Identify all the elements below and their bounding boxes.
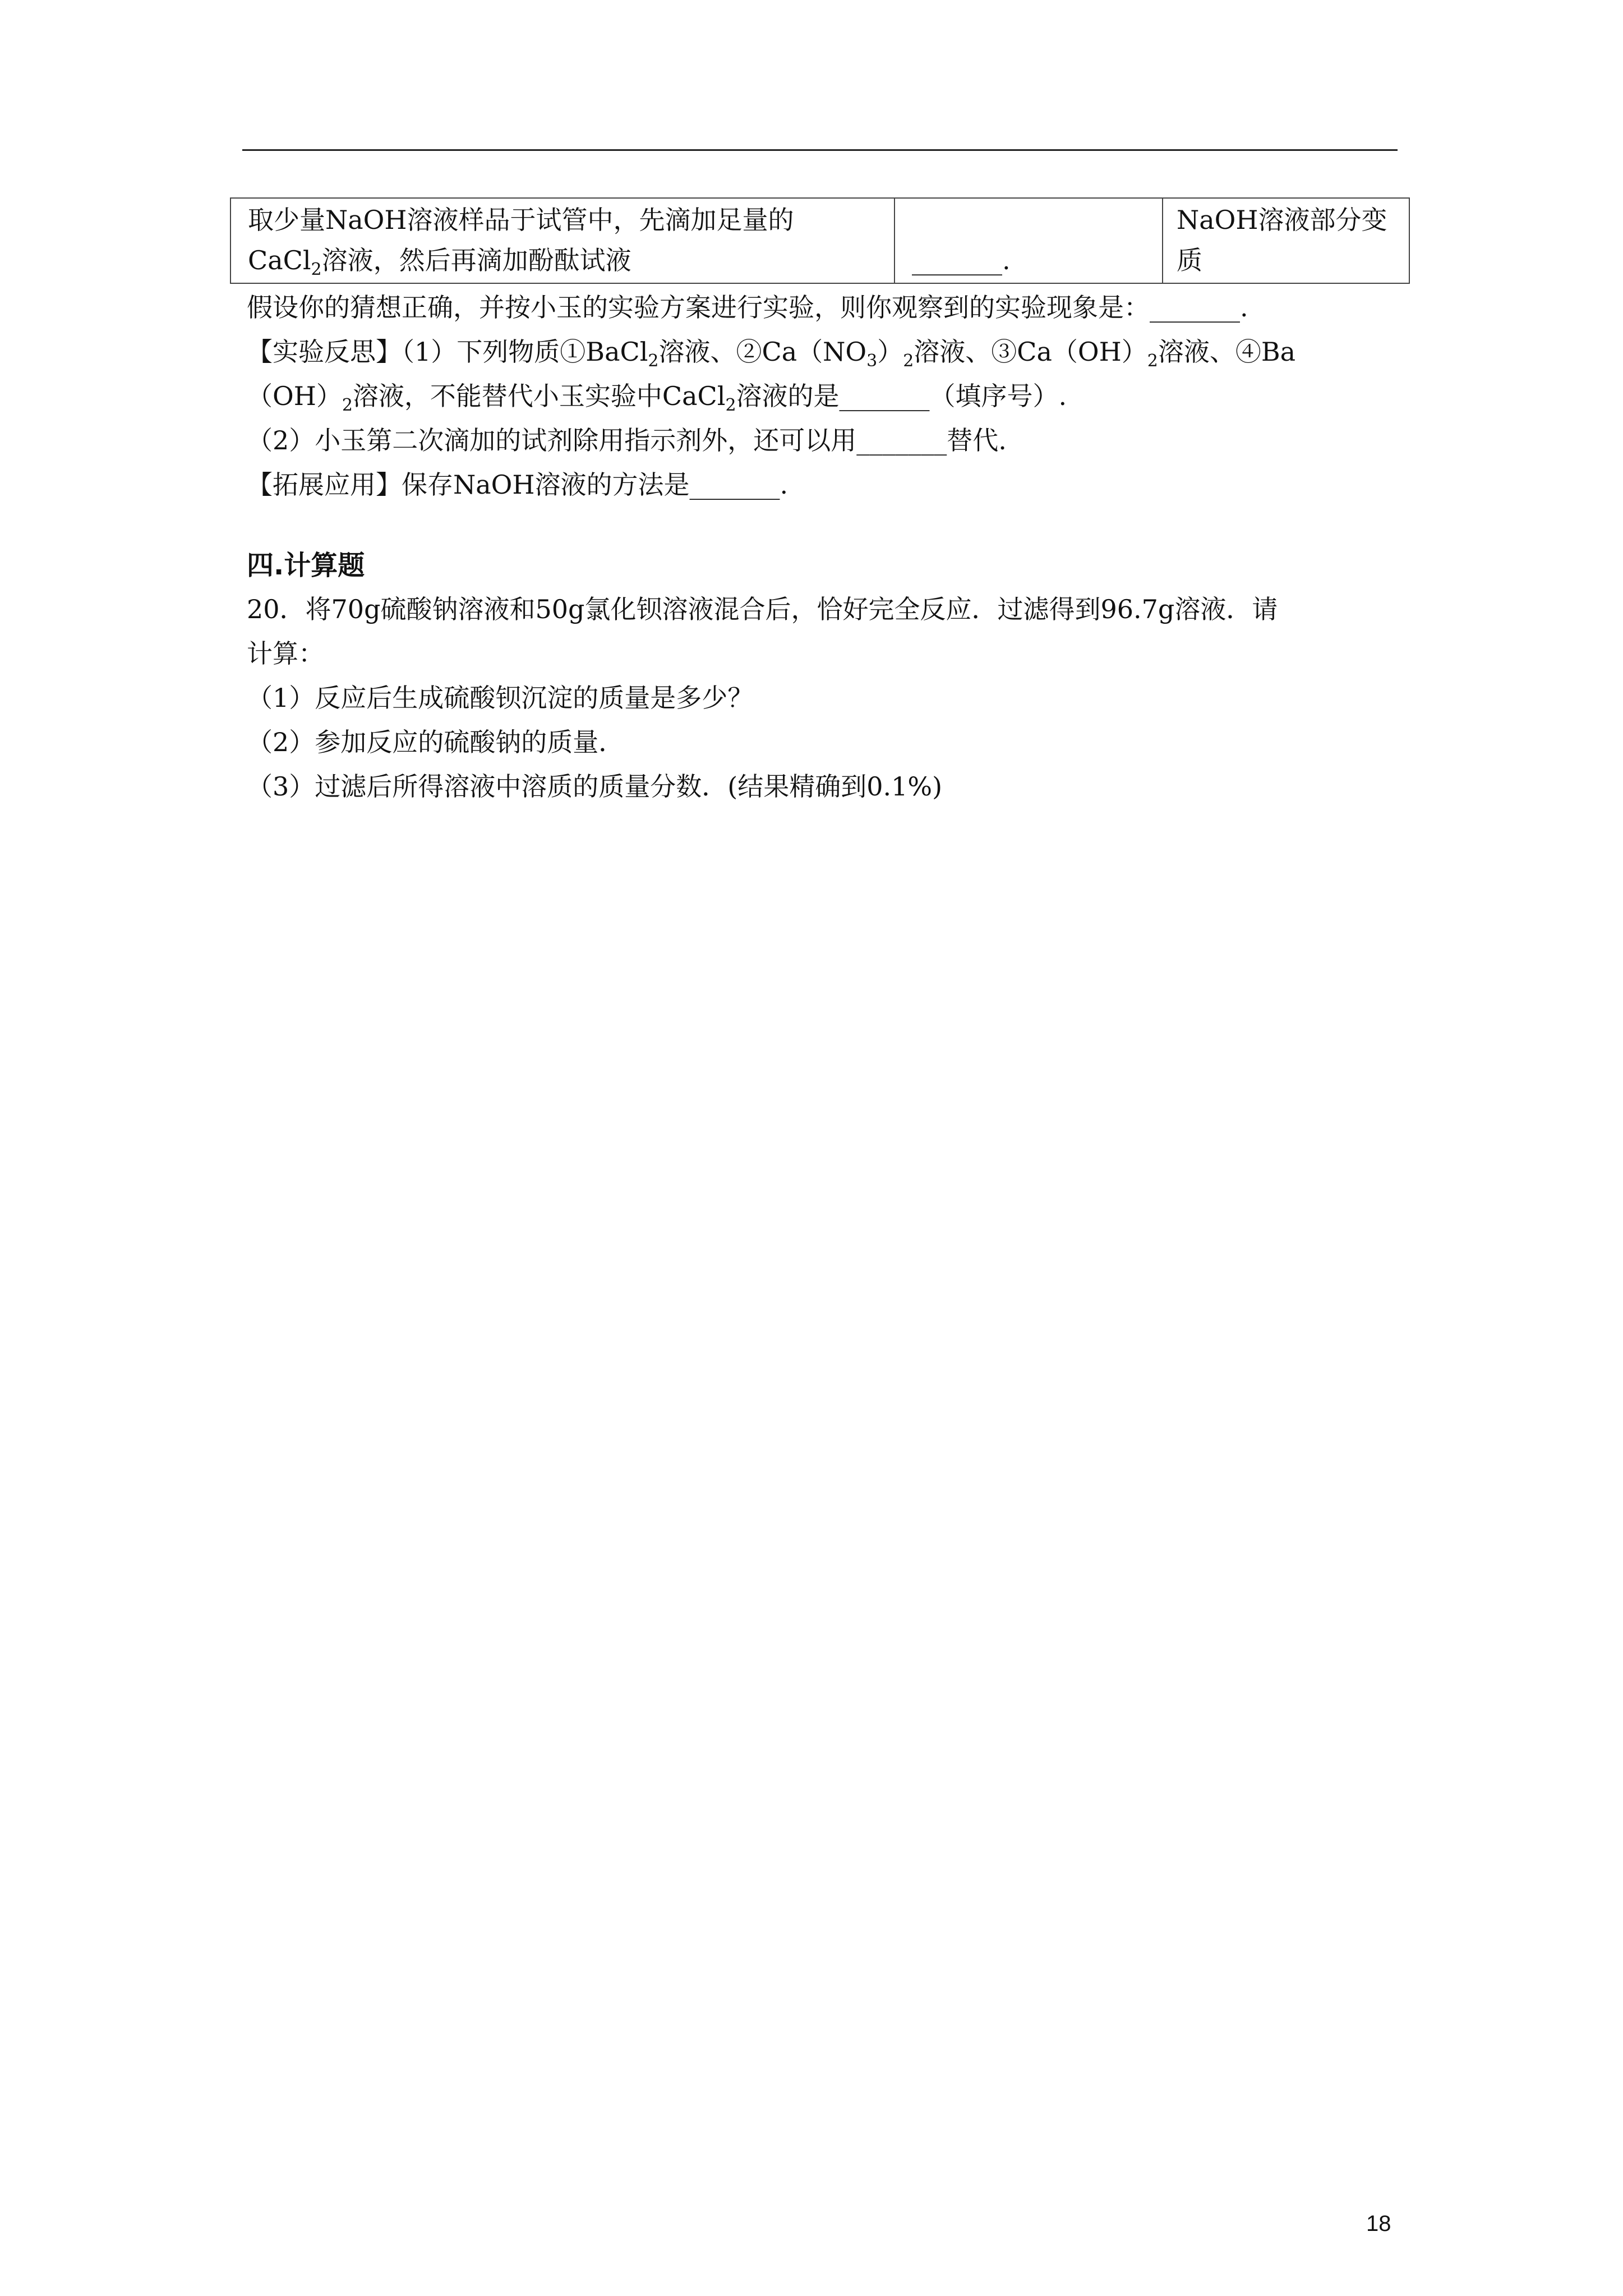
reflection-line-1: 【实验反思】（1）下列物质①BaCl$_2$溶液、$②Ca(NO_3)_2$溶液、$③Ca(OH)_2$溶液、④Ba: [247, 337, 1296, 371]
reflection-line-2: $(OH)_2$溶液，不能替代小玉实验中CaCl$_2$溶液的是_______（填序号）.: [247, 381, 1067, 416]
phenomenon-cell: [895, 198, 1163, 283]
conclusion-cell: [1163, 198, 1409, 283]
section-title: 四.计算题: [247, 550, 365, 581]
question-20-part-3: （3）过滤后所得溶液中溶质的质量分数．(结果精确到0.1%): [247, 771, 943, 802]
question-20: [247, 589, 1402, 811]
body-text: [247, 287, 1402, 509]
experiment-table: [230, 197, 1410, 284]
reflection-part-2: （2）小玉第二次滴加的试剂除用指示剂外，还可以用_______替代.: [247, 425, 1007, 455]
conclusion-line-1: NaOH溶液部分变: [1177, 205, 1387, 235]
extension-application: 【拓展应用】保存NaOH溶液的方法是_______.: [247, 470, 789, 500]
observation-question: 假设你的猜想正确，并按小玉的实验方案进行实验，则你观察到的实验现象是：_______.: [247, 292, 1248, 323]
phenomenon-blank: _______.: [912, 245, 1011, 275]
step-line-1: 取少量NaOH溶液样品于试管中，先滴加足量的: [248, 205, 794, 235]
step-line-2a: CaCl: [248, 245, 311, 275]
question-20-part-2: （2）参加反应的硫酸钠的质量．: [247, 727, 625, 757]
page-number: 18: [1366, 2211, 1391, 2236]
experiment-step-cell: [230, 198, 895, 283]
question-20-part-1: （1）反应后生成硫酸钡沉淀的质量是多少？: [247, 683, 754, 713]
header-rule: [242, 149, 1398, 151]
subscript: 2: [311, 260, 322, 280]
step-line-2b: 溶液，然后再滴加酚酞试液: [321, 245, 631, 275]
conclusion-line-2: 质: [1177, 245, 1202, 275]
question-20-stem-cont: 计算：: [247, 638, 324, 669]
table-row: [230, 198, 1409, 283]
question-20-stem: 20．将70g硫酸钠溶液和50g氯化钡溶液混合后，恰好完全反应．过滤得到96.7g溶液．请: [247, 594, 1278, 624]
